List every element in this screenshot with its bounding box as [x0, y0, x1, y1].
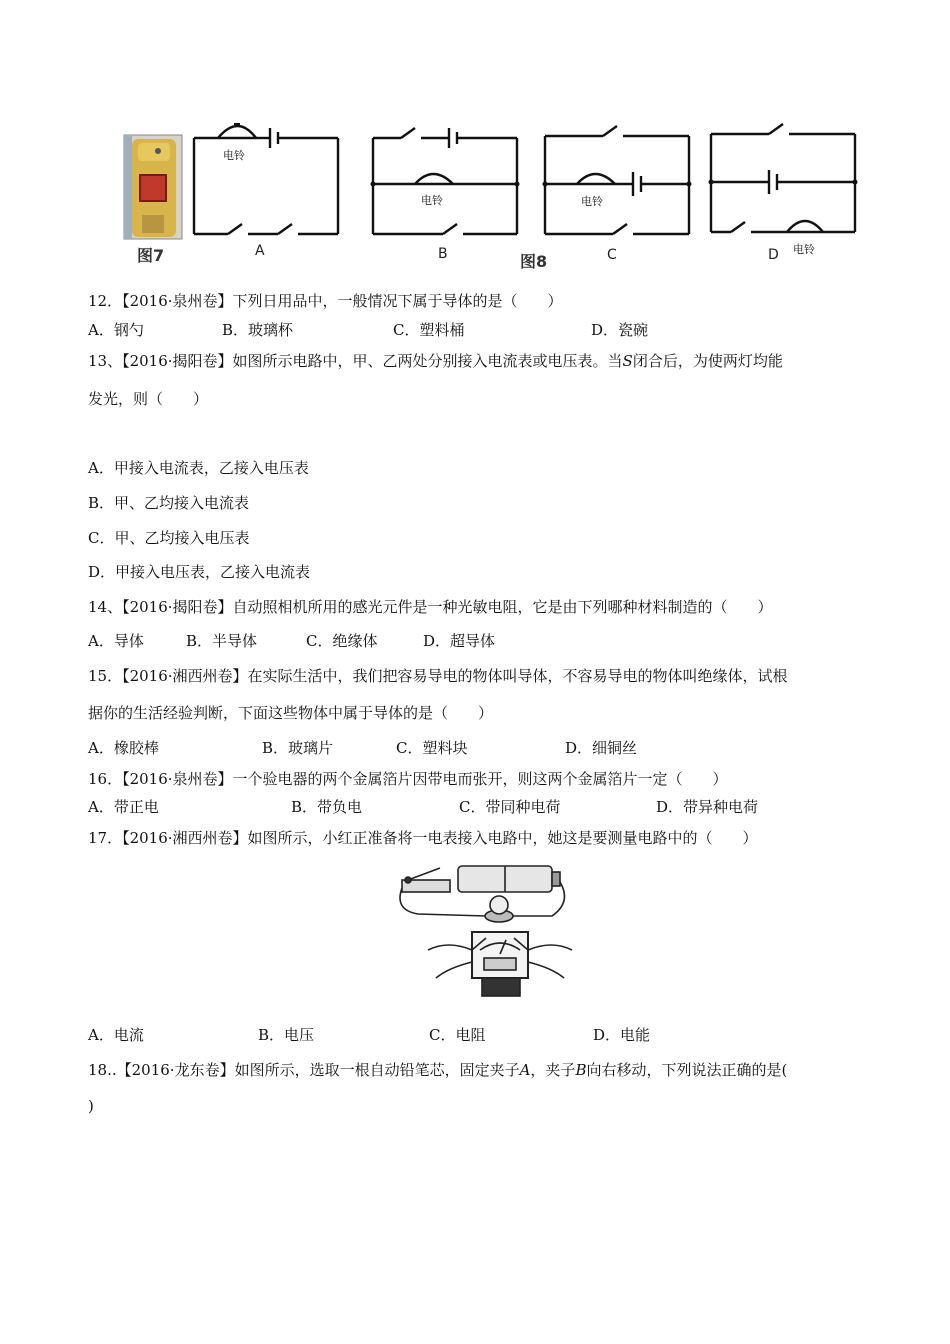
q12-option-c: C．塑料桶 [393, 321, 465, 339]
bell-label-d: 电铃 [793, 243, 815, 256]
q18-stem-part2: ，夹子 [530, 1061, 576, 1079]
circuit-label-a: A [255, 243, 265, 259]
circuit-label-b: B [438, 246, 448, 262]
q17-stem: 17．【2016·湘西州卷】如图所示，小红正准备将一电表接入电路中，她这是要测量电路中的（ ） [88, 829, 758, 847]
q16-option-d: D．带异种电荷 [656, 798, 759, 816]
circuit-d [709, 124, 859, 234]
q13-switch-var: S [622, 352, 633, 370]
q13-option-c: C．甲、乙均接入电压表 [88, 529, 250, 547]
q16-option-a: A．带正电 [88, 798, 159, 816]
q16-option-b: B．带负电 [291, 798, 363, 816]
q15-option-c: C．塑料块 [396, 739, 468, 757]
q15-option-a: A．橡胶棒 [88, 739, 159, 757]
q15-stem-line1: 15．【2016·湘西州卷】在实际生活中，我们把容易导电的物体叫导体，不容易导电的物体叫绝缘体，试根 [88, 667, 788, 685]
circuit-a [192, 116, 342, 236]
meter-illustration [388, 858, 578, 1008]
bell-label-b: 电铃 [421, 194, 443, 207]
circuit-c [543, 124, 693, 234]
q18-stem-part1: 18..【2016·龙东卷】如图所示，选取一根自动铅笔芯，固定夹子 [88, 1061, 520, 1079]
q15-option-b: B．玻璃片 [262, 739, 334, 757]
q12-option-a: A．钢勺 [88, 321, 144, 339]
q18-stem-line1 [88, 1060, 787, 1080]
q16-stem: 16．【2016·泉州卷】一个验电器的两个金属箔片因带电而张开，则这两个金属箔片一定（ ） [88, 770, 728, 788]
q15-stem-line2: 据你的生活经验判断，下面这些物体中属于导体的是（ ） [88, 704, 494, 722]
q15-option-d: D．细铜丝 [565, 739, 638, 757]
q14-option-d: D．超导体 [423, 632, 496, 650]
q12-option-b: B．玻璃杯 [222, 321, 294, 339]
q18-stem-line2: ) [88, 1097, 94, 1115]
q14-option-c: C．绝缘体 [306, 632, 378, 650]
bell-label-a: 电铃 [223, 149, 245, 162]
q17-option-a: A．电流 [88, 1026, 144, 1044]
q13-stem-line1 [88, 351, 783, 371]
q17-option-c: C．电阻 [429, 1026, 486, 1044]
circuit-b [371, 124, 521, 234]
q13-option-d: D．甲接入电压表，乙接入电流表 [88, 563, 311, 581]
q17-option-b: B．电压 [258, 1026, 315, 1044]
q17-option-d: D．电能 [593, 1026, 651, 1044]
q18-clip-a-var: A [519, 1061, 531, 1079]
q13-stem-line2: 发光，则（ ） [88, 390, 209, 408]
fig7-caption: 图7 [137, 246, 165, 265]
q12-option-d: D．瓷碗 [591, 321, 649, 339]
circuit-label-c: C [607, 247, 617, 263]
q16-option-c: C．带同种电荷 [459, 798, 561, 816]
q14-option-a: A．导体 [88, 632, 144, 650]
q18-stem-part3: 向右移动，下列说法正确的是( [586, 1061, 788, 1079]
q18-clip-b-var: B [575, 1061, 587, 1079]
q13-stem-part2: 闭合后，为使两灯均能 [632, 352, 783, 370]
q13-option-a: A．甲接入电流表，乙接入电压表 [88, 459, 309, 477]
q13-option-b: B．甲、乙均接入电流表 [88, 494, 250, 512]
doorbell-photo [124, 135, 184, 240]
q13-stem-part1: 13、【2016·揭阳卷】如图所示电路中，甲、乙两处分别接入电流表或电压表。当 [88, 352, 623, 370]
q12-stem: 12．【2016·泉州卷】下列日用品中，一般情况下属于导体的是（ ） [88, 292, 563, 310]
q14-stem: 14、【2016·揭阳卷】自动照相机所用的感光元件是一种光敏电阻，它是由下列哪种材料制造的（ ） [88, 598, 773, 616]
fig8-caption: 图8 [520, 252, 548, 271]
q14-option-b: B．半导体 [186, 632, 258, 650]
circuit-label-d: D [768, 247, 779, 263]
bell-label-c: 电铃 [581, 195, 603, 208]
